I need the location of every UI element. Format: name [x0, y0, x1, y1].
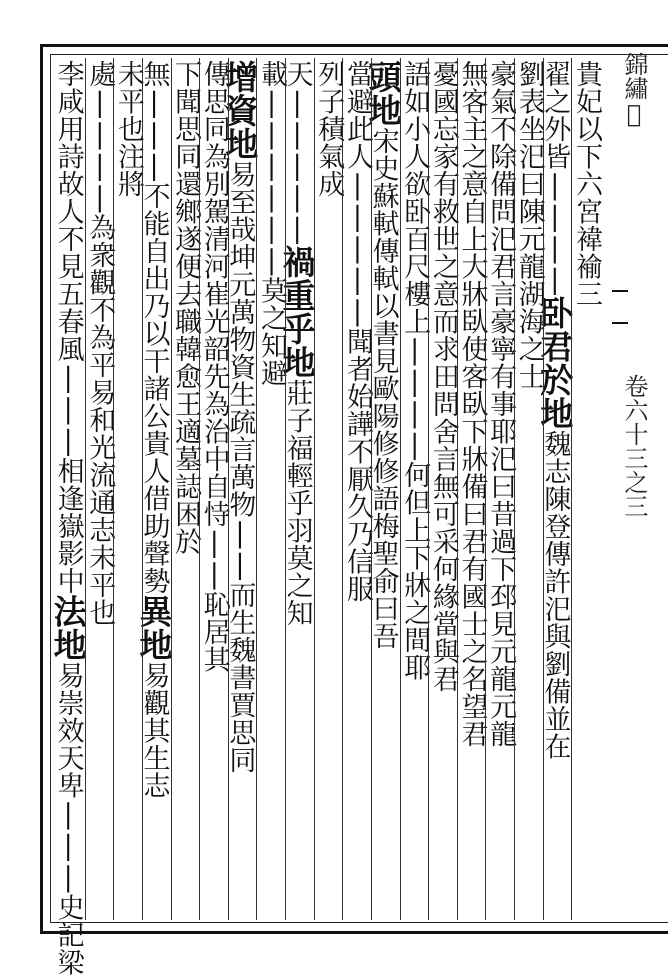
column-rule [371, 58, 372, 920]
column-text: 易觀其生志 [139, 662, 170, 800]
frame-rule-left [50, 54, 51, 922]
column-text: 未平也注將 [113, 60, 144, 198]
text-column [256, 60, 285, 916]
entry-heading: 增資地 [220, 60, 259, 161]
column-text: 宋史蘇軾傳軾以書見歐陽修修語梅聖俞曰吾 [368, 127, 399, 650]
frame-rule-bottom [50, 922, 668, 923]
column-rule [142, 58, 143, 920]
column-rule [543, 58, 544, 920]
text-column [543, 60, 572, 916]
fish-tail-mark [612, 290, 628, 324]
column-text: 李咸用詩故人不見五春風|||相逢嶽影中 [53, 60, 84, 595]
text-column [199, 60, 228, 916]
text-column [285, 60, 314, 916]
column-rule [285, 58, 286, 920]
text-column [371, 60, 400, 916]
column-text: 易至哉坤元萬物資生疏言萬物||而生魏書賈思同 [224, 161, 255, 774]
text-column [85, 60, 114, 916]
column-text: 豪氣不除備問汜君言豪寧有事耶汜曰昔過下邳見元龍元龍 [485, 60, 516, 748]
text-column [228, 60, 257, 916]
column-text: 列子積氣成 [313, 60, 344, 198]
text-column [400, 60, 429, 916]
column-text: 語如小人欲卧百尺樓上||||何但上下牀之間耶 [399, 60, 430, 681]
column-rule [485, 58, 486, 920]
column-text: 易崇效天卑|||史記梁 [53, 662, 84, 976]
column-rule [199, 58, 200, 920]
text-column [342, 60, 371, 916]
entry-heading: 卧君於地 [535, 296, 574, 430]
column-text: 下聞思同還鄉遂便去職韓愈王適墓誌困於 [170, 60, 201, 555]
column-text: 憂國忘家有救世之意而求田問舍言無可采何緣當與君 [428, 60, 459, 693]
entry-heading: 異地 [135, 595, 174, 662]
column-rule [428, 58, 429, 920]
text-column [457, 60, 486, 916]
column-text: 莊子福輕乎羽莫之知 [282, 379, 313, 627]
entry-heading: 頭地 [364, 60, 403, 127]
frame-rule-top [50, 54, 668, 55]
column-rule [256, 58, 257, 920]
column-rule [571, 58, 572, 920]
column-rule [342, 58, 343, 920]
column-rule [85, 58, 86, 920]
text-column [514, 60, 543, 916]
column-text: 無客主之意自上大牀臥使客臥下牀備曰君有國士之名望君 [456, 60, 487, 748]
column-rule [514, 58, 515, 920]
column-rule [314, 58, 315, 920]
text-column [113, 60, 142, 916]
margin-strip [606, 52, 646, 922]
column-rule [457, 58, 458, 920]
column-text: 無|||不能自出乃以干諸公貴人借助聲勢 [139, 60, 170, 595]
text-column [142, 60, 171, 916]
margin-book-title: 錦繡𥪡 [620, 52, 648, 128]
column-text: 載||||||莫之知避 [256, 60, 287, 387]
column-rule [400, 58, 401, 920]
margin-volume-label: 卷六十三之三 [620, 374, 648, 518]
column-rule [228, 58, 229, 920]
column-text: 魏志陳登傳許汜與劉備並在 [539, 430, 570, 760]
column-text: 翟之外皆|||| [539, 60, 570, 296]
text-column [314, 60, 343, 916]
column-text: 當避此人|||||聞者始譁不厭久乃信服 [342, 60, 373, 603]
text-column [485, 60, 514, 916]
entry-heading: 法地 [49, 595, 88, 662]
text-column [171, 60, 200, 916]
column-rule [113, 58, 114, 920]
column-text: 天||||| [282, 60, 313, 245]
entry-heading: 禍重乎地 [278, 245, 317, 379]
text-column [428, 60, 457, 916]
column-text: 貴妃以下六宮褘褕三 [571, 60, 602, 308]
column-text: 傳思同為別駕清河崔光韶先為治中自恃||恥居其 [199, 60, 230, 673]
text-column [56, 60, 85, 916]
column-text: 劉表坐汜曰陳元龍湖海之士 [514, 60, 545, 390]
column-rule [171, 58, 172, 920]
column-text: 處||||為衆觀不為平易和光流通志未平也 [84, 60, 115, 626]
text-column [571, 60, 600, 916]
